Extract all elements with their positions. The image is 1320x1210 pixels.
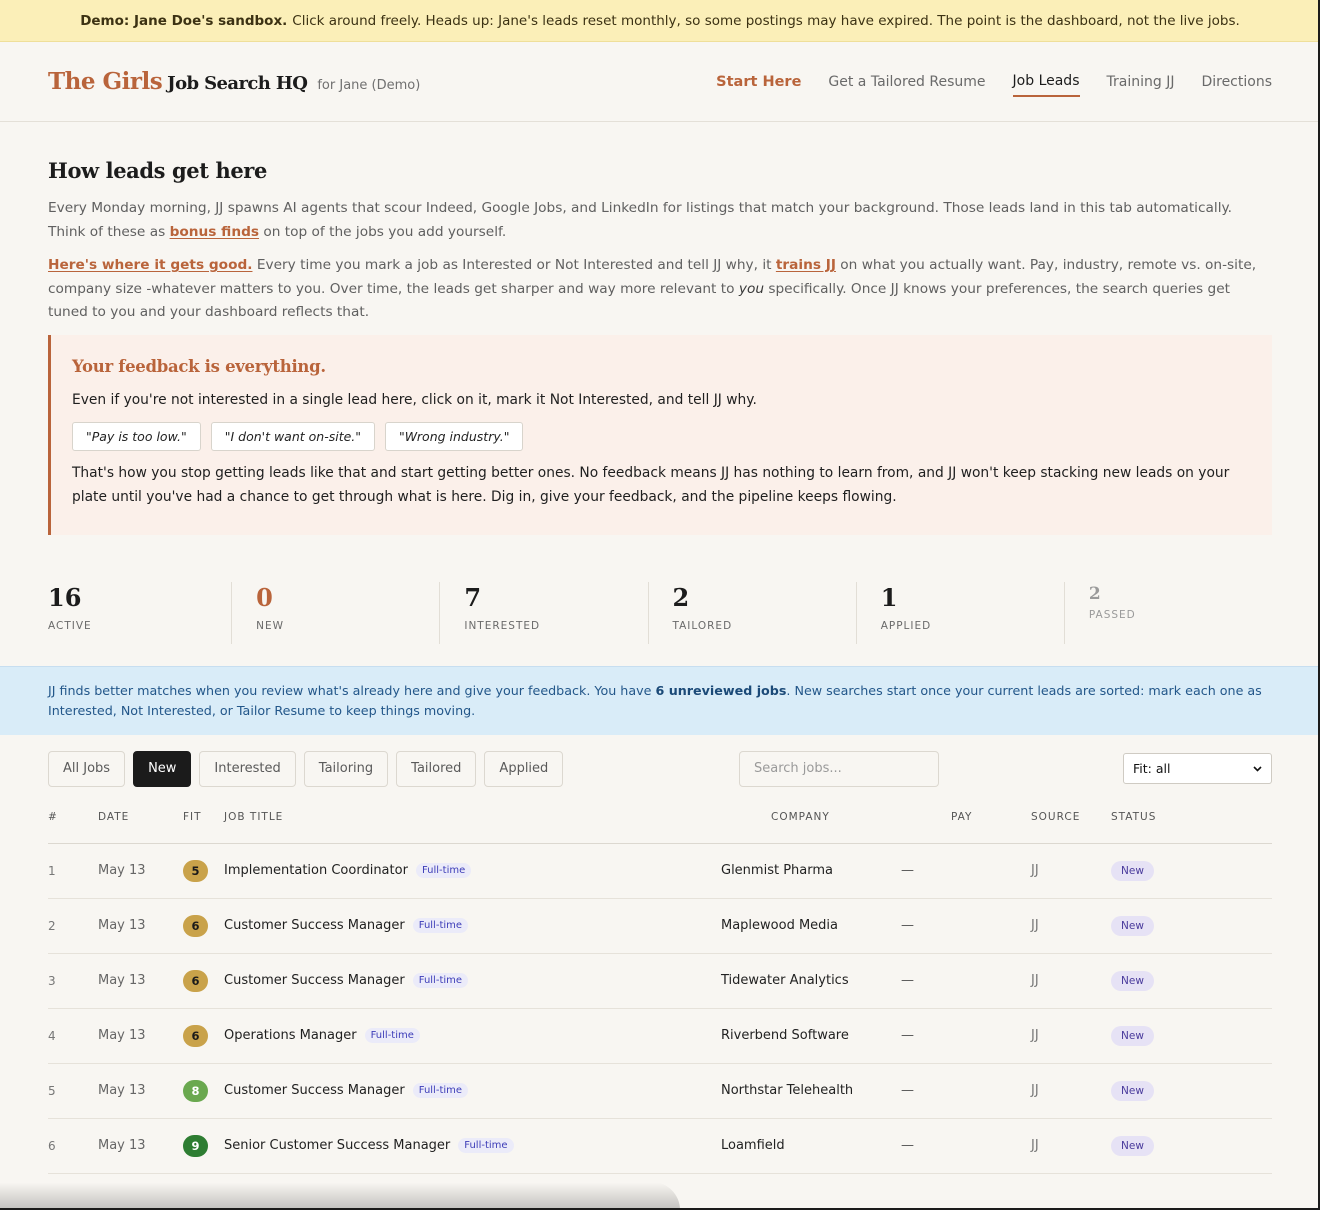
- status-badge: New: [1111, 1081, 1154, 1101]
- table-row[interactable]: [48, 1119, 1272, 1174]
- filter-tailoring[interactable]: Tailoring: [304, 751, 388, 787]
- row-company: Glenmist Pharma: [721, 863, 833, 878]
- job-title[interactable]: Implementation Coordinator: [224, 863, 408, 878]
- header-num: #: [48, 810, 58, 823]
- bonus-finds-link[interactable]: bonus finds: [169, 223, 260, 240]
- row-num: 5: [48, 1083, 56, 1098]
- demo-banner-bold: Demo: Jane Doe's sandbox.: [80, 12, 288, 29]
- row-pay: —: [901, 1028, 914, 1043]
- nav-start-here[interactable]: Start Here: [716, 73, 802, 90]
- row-date: May 13: [98, 973, 146, 988]
- row-company: Tidewater Analytics: [721, 973, 849, 988]
- fit-score-badge: 5: [183, 860, 208, 882]
- row-title-cell: [224, 1083, 721, 1098]
- row-num: 3: [48, 973, 56, 988]
- header-fit: FIT: [183, 810, 202, 823]
- fit-score-badge: 6: [183, 1025, 208, 1047]
- stat-value: 7: [464, 582, 482, 612]
- status-badge: New: [1111, 916, 1154, 936]
- stat-label: TAILORED: [672, 619, 733, 632]
- filter-new[interactable]: New: [133, 751, 191, 787]
- header-status: STATUS: [1111, 810, 1157, 823]
- header-company: COMPANY: [771, 810, 830, 823]
- unreviewed-count: 6 unreviewed jobs: [655, 682, 787, 698]
- job-title[interactable]: Customer Success Manager: [224, 1083, 405, 1098]
- filter-applied[interactable]: Applied: [484, 751, 563, 787]
- row-status-cell: [1111, 1136, 1211, 1156]
- fit-score-badge: 6: [183, 915, 208, 937]
- brand-user: for Jane (Demo): [317, 78, 421, 93]
- row-date: May 13: [98, 863, 146, 878]
- job-type-tag: Full-time: [458, 1138, 513, 1153]
- row-source: JJ: [1031, 863, 1039, 878]
- stat-value: 16: [48, 582, 82, 612]
- quote-industry: "Wrong industry.": [385, 422, 523, 451]
- row-source: JJ: [1031, 918, 1039, 933]
- job-type-tag: Full-time: [413, 918, 468, 933]
- row-title-cell: [224, 863, 721, 878]
- row-num: 4: [48, 1028, 56, 1043]
- row-pay: —: [901, 1138, 914, 1153]
- job-type-tag: Full-time: [365, 1028, 420, 1043]
- header-job-title: JOB TITLE: [224, 810, 284, 823]
- job-type-tag: Full-time: [416, 863, 471, 878]
- stat-applied: [856, 582, 1064, 644]
- filter-interested[interactable]: Interested: [199, 751, 295, 787]
- table-row[interactable]: [48, 1064, 1272, 1119]
- row-pay: —: [901, 918, 914, 933]
- row-num: 6: [48, 1138, 56, 1153]
- stat-passed: [1064, 582, 1272, 644]
- row-date: May 13: [98, 1083, 146, 1098]
- example-quotes: [72, 422, 1250, 451]
- brand-girls: The Girls: [48, 68, 163, 95]
- row-date: May 13: [98, 1028, 146, 1043]
- status-badge: New: [1111, 971, 1154, 991]
- table-header: [48, 807, 1272, 844]
- status-badge: New: [1111, 1136, 1154, 1156]
- table-row[interactable]: [48, 954, 1272, 1009]
- row-pay: —: [901, 973, 914, 988]
- quote-pay: "Pay is too low.": [72, 422, 201, 451]
- header-pay: PAY: [951, 810, 973, 823]
- row-status-cell: [1111, 861, 1211, 881]
- main-content: [0, 122, 1320, 644]
- nav-directions[interactable]: Directions: [1201, 73, 1272, 90]
- stat-label: PASSED: [1088, 608, 1136, 621]
- window-bottom-shadow: [0, 1182, 680, 1210]
- stat-label: NEW: [256, 619, 285, 632]
- row-fit-cell: [183, 915, 224, 937]
- job-type-tag: Full-time: [413, 1083, 468, 1098]
- stats-row: [48, 582, 1272, 644]
- row-company: Riverbend Software: [721, 1028, 849, 1043]
- callout-title: Your feedback is everything.: [72, 356, 326, 376]
- quote-onsite: "I don't want on-site.": [211, 422, 375, 451]
- feedback-callout: [48, 335, 1272, 535]
- stat-value: 1: [880, 582, 898, 612]
- gets-good-link[interactable]: Here's where it gets good.: [48, 257, 253, 273]
- stat-value: 0: [256, 582, 273, 612]
- callout-line-2: That's how you stop getting leads like that and start getting better ones. No feedback means JJ has nothing to learn from, and JJ won't keep stacking new leads on your plate until you've had a chance to get through what is here. Dig in, give your feedback, and the pipeline keeps flowing.: [72, 464, 1230, 505]
- header-source: SOURCE: [1031, 810, 1081, 823]
- stat-value: 2: [1088, 583, 1101, 604]
- row-pay: —: [901, 1083, 914, 1098]
- row-title-cell: [224, 918, 721, 933]
- top-navigation: [0, 42, 1320, 122]
- row-source: JJ: [1031, 1138, 1039, 1153]
- job-title[interactable]: Customer Success Manager: [224, 973, 405, 988]
- job-title[interactable]: Customer Success Manager: [224, 918, 405, 933]
- fit-score-badge: 6: [183, 970, 208, 992]
- main-nav: [716, 67, 1272, 97]
- demo-banner-text: Click around freely. Heads up: Jane's leads reset monthly, so some postings may have expired. The point is the dashboard, not the live jobs.: [292, 12, 1240, 29]
- row-fit-cell: [183, 1080, 224, 1102]
- stat-value: 2: [672, 582, 690, 612]
- trains-jj-link[interactable]: trains JJ: [775, 257, 836, 273]
- nav-job-leads[interactable]: Job Leads: [1013, 67, 1080, 97]
- row-fit-cell: [183, 1135, 224, 1157]
- section-title: How leads get here: [48, 158, 267, 183]
- nav-tailored-resume[interactable]: Get a Tailored Resume: [828, 73, 986, 90]
- row-status-cell: [1111, 1081, 1211, 1101]
- row-source: JJ: [1031, 1083, 1039, 1098]
- row-company: Maplewood Media: [721, 918, 839, 933]
- table-row[interactable]: [48, 844, 1272, 899]
- stat-new: [231, 582, 439, 644]
- intro-paragraph-2: Here's where it gets good. Every time you mark a job as Interested or Not Interested and tell JJ why, it trains JJ on what you actually want. Pay, industry, remote vs. on-site, company size -whatever matters to you. Over time, the leads get sharper and way more relevant to you specifically. Once JJ knows your preferences, the search queries get tuned to you and your dashboard reflects that.: [48, 257, 1257, 320]
- status-badge: New: [1111, 861, 1154, 881]
- nav-training-jj[interactable]: Training JJ: [1106, 73, 1175, 90]
- job-title[interactable]: Operations Manager: [224, 1028, 357, 1043]
- row-num: 2: [48, 918, 56, 933]
- job-type-tag: Full-time: [413, 973, 468, 988]
- demo-banner: [0, 0, 1320, 42]
- intro-paragraph-1: Every Monday morning, JJ spawns AI agents that scour Indeed, Google Jobs, and LinkedIn for listings that match your background. Those leads land in this tab automatically. Think of these as bonus finds on top of the jobs you add yourself.: [48, 200, 1233, 240]
- fit-score-badge: 8: [183, 1080, 208, 1102]
- fit-filter-select[interactable]: [1123, 753, 1272, 784]
- row-title-cell: [224, 973, 721, 988]
- stat-interested: [439, 582, 647, 644]
- stat-tailored: [648, 582, 856, 644]
- stat-label: APPLIED: [880, 619, 932, 632]
- row-status-cell: [1111, 916, 1211, 936]
- row-fit-cell: [183, 970, 224, 992]
- job-title[interactable]: Senior Customer Success Manager: [224, 1138, 451, 1153]
- brand-title: Job Search HQ: [167, 73, 308, 94]
- row-source: JJ: [1031, 973, 1039, 988]
- row-title-cell: [224, 1028, 721, 1043]
- row-company: Loamfield: [721, 1138, 785, 1153]
- brand-logo[interactable]: [48, 68, 420, 95]
- row-num: 1: [48, 863, 56, 878]
- table-row[interactable]: [48, 899, 1272, 954]
- row-title-cell: [224, 1138, 721, 1153]
- stat-label: INTERESTED: [464, 619, 541, 632]
- review-info-bar: JJ finds better matches when you review what's already here and give your feedback. You have 6 unreviewed jobs. New searches start once your current leads are sorted: mark each one as Interested, Not Interested, or Tailor Resume to keep things moving.: [0, 666, 1320, 735]
- row-date: May 13: [98, 1138, 146, 1153]
- row-fit-cell: [183, 1025, 224, 1047]
- callout-line-1: Even if you're not interested in a single lead here, click on it, mark it Not Interested, and tell JJ why.: [72, 391, 757, 408]
- fit-score-badge: 9: [183, 1135, 208, 1157]
- chevron-down-icon: [1253, 764, 1262, 773]
- table-row[interactable]: [48, 1009, 1272, 1064]
- filter-tailored[interactable]: Tailored: [396, 751, 476, 787]
- row-source: JJ: [1031, 1028, 1039, 1043]
- status-badge: New: [1111, 1026, 1154, 1046]
- row-date: May 13: [98, 918, 146, 933]
- header-date: DATE: [98, 810, 130, 823]
- filter-all-jobs[interactable]: All Jobs: [48, 751, 125, 787]
- row-status-cell: [1111, 1026, 1211, 1046]
- stat-active: [48, 582, 231, 644]
- stat-label: ACTIVE: [48, 619, 92, 632]
- row-status-cell: [1111, 971, 1211, 991]
- row-fit-cell: [183, 860, 224, 882]
- fit-filter-value: Fit: all: [1133, 761, 1171, 776]
- row-company: Northstar Telehealth: [721, 1083, 854, 1098]
- jobs-toolbar: [0, 735, 1320, 787]
- row-pay: —: [901, 863, 914, 878]
- search-jobs-input[interactable]: [739, 751, 939, 787]
- jobs-table: [48, 807, 1272, 1174]
